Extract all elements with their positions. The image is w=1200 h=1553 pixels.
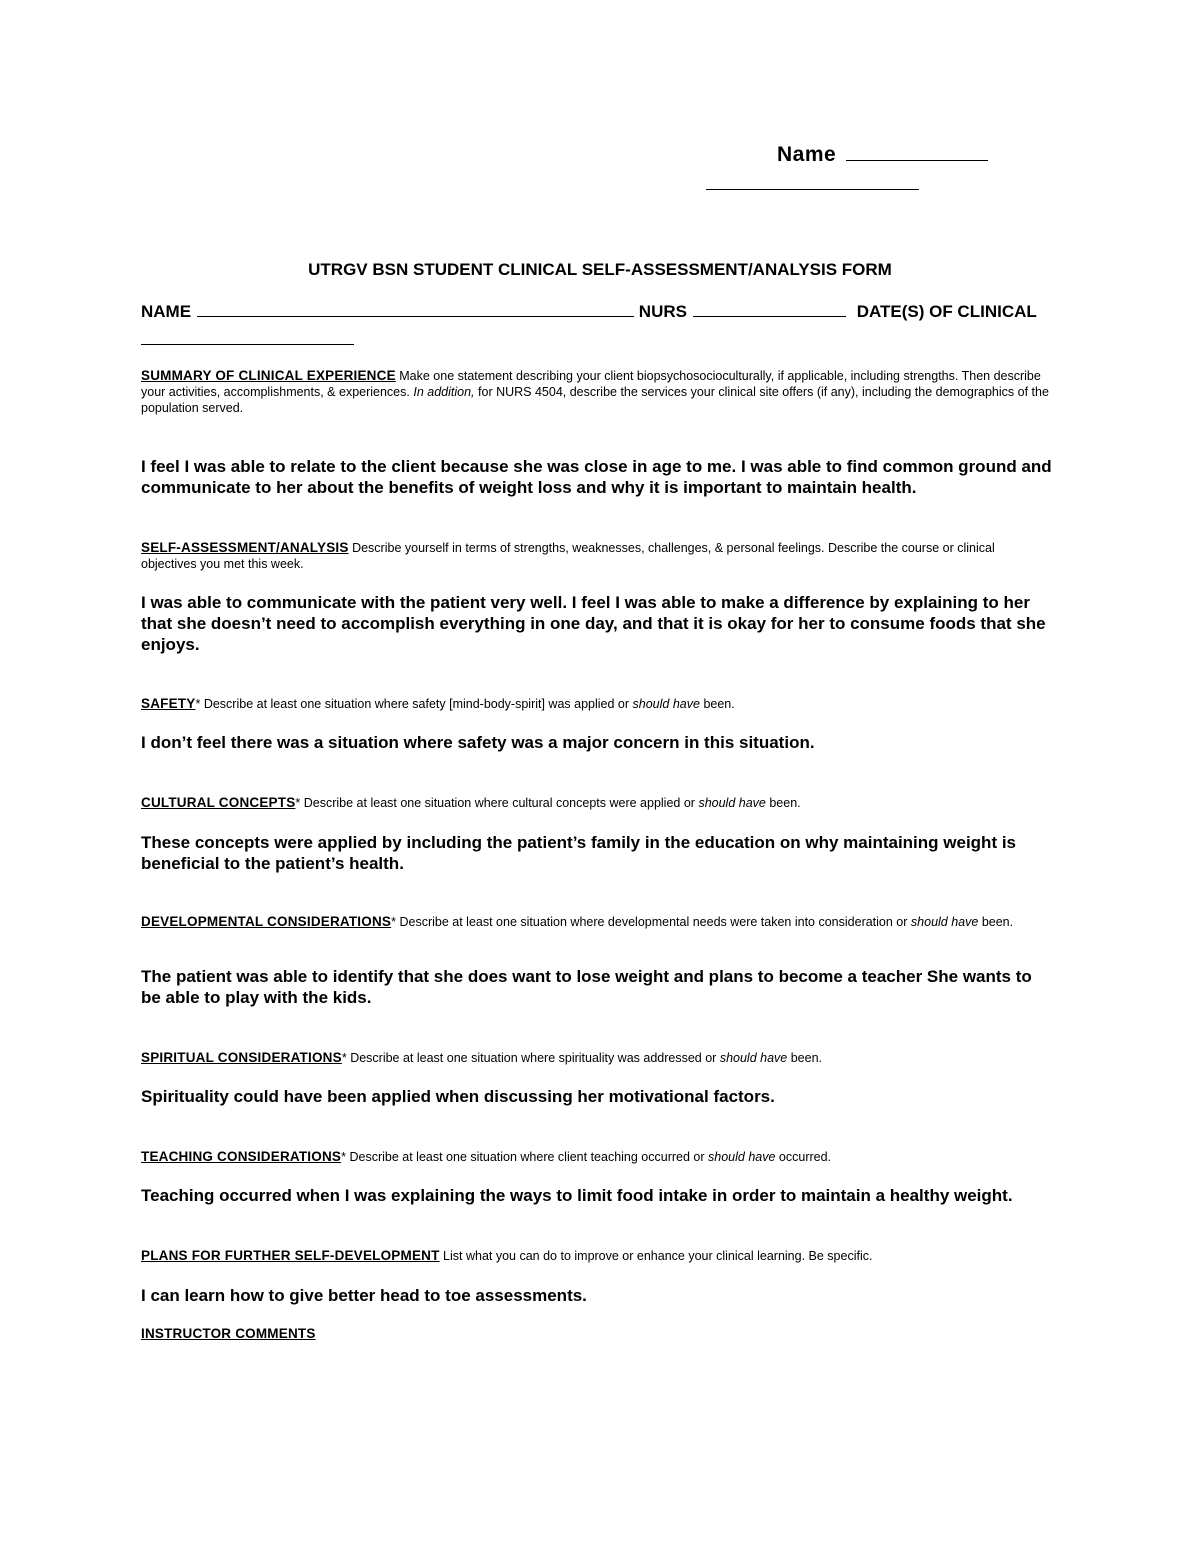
safety-answer-block (141, 732, 1053, 753)
summary-prompt-text2: for NURS 4504, describe the services your clinical site offers (if any), including the demographics of the population served. (141, 385, 1049, 415)
developmental-heading: DEVELOPMENTAL CONSIDERATIONS (141, 914, 392, 929)
dates-label: DATE(S) OF CLINICAL (856, 302, 1037, 321)
top-name-blank-line2[interactable] (706, 189, 919, 190)
self-assessment-heading: SELF-ASSESSMENT/ANALYSIS (141, 540, 349, 555)
plans-answer-block (141, 1285, 1053, 1306)
cultural-star: * (295, 796, 301, 810)
safety-prompt (141, 696, 1053, 712)
summary-prompt (141, 368, 1053, 416)
spiritual-prompt-italic: should have (719, 1051, 788, 1065)
dates-field-blank[interactable] (141, 344, 354, 345)
plans-answer[interactable]: I can learn how to give better head to toe assessments. (141, 1286, 587, 1305)
safety-heading: SAFETY (141, 696, 196, 711)
cultural-prompt (141, 795, 1053, 811)
safety-prompt-text2: been. (703, 697, 735, 711)
teaching-answer[interactable]: Teaching occurred when I was explaining the ways to limit food intake in order to maintain a healthy weight. (141, 1186, 1013, 1205)
plans-prompt (141, 1248, 1053, 1264)
spiritual-answer-block (141, 1086, 1053, 1107)
summary-section (141, 368, 1053, 416)
instructor-prompt (141, 1326, 1053, 1342)
summary-prompt-italic: In addition, (413, 385, 475, 399)
self-assessment-prompt-text: Describe yourself in terms of strengths, weaknesses, challenges, & personal feelings. Describe the course or clinical objectives you met this week. (141, 541, 995, 571)
safety-prompt-italic: should have (632, 697, 700, 711)
developmental-prompt-text1: Describe at least one situation where developmental needs were taken into consideration or (399, 915, 908, 929)
developmental-answer[interactable]: The patient was able to identify that she does want to lose weight and plans to become a teacher She wants to be able to play with the kids. (141, 967, 1032, 1007)
self-assessment-answer-block (141, 592, 1053, 655)
teaching-section (141, 1149, 1053, 1165)
cultural-prompt-text1: Describe at least one situation where cultural concepts were applied or (303, 796, 695, 810)
plans-prompt-text: List what you can do to improve or enhance your clinical learning. Be specific. (443, 1249, 873, 1263)
safety-star: * (195, 697, 201, 711)
teaching-star: * (341, 1150, 346, 1164)
spiritual-prompt-text2: been. (790, 1051, 823, 1065)
teaching-answer-block (141, 1185, 1053, 1206)
summary-answer[interactable]: I feel I was able to relate to the client because she was close in age to me. I was able to find common ground and communicate to her about the benefits of weight loss and why it is important to maintain health. (141, 457, 1052, 497)
teaching-prompt-text2: occurred. (778, 1150, 832, 1164)
safety-prompt-text1: Describe at least one situation where safety [mind-body-spirit] was applied or (203, 697, 630, 711)
cultural-answer-block (141, 832, 1053, 874)
teaching-prompt-italic: should have (708, 1150, 776, 1164)
spiritual-prompt (141, 1050, 1053, 1066)
developmental-prompt (141, 914, 1053, 930)
summary-answer-block (141, 456, 1053, 498)
safety-section (141, 696, 1053, 712)
teaching-heading: TEACHING CONSIDERATIONS (141, 1149, 342, 1164)
spiritual-star: * (341, 1051, 347, 1065)
form-title: UTRGV BSN STUDENT CLINICAL SELF-ASSESSMENT/ANALYSIS FORM (308, 260, 892, 279)
self-assessment-answer[interactable]: I was able to communicate with the patient very well. I feel I was able to make a difference by explaining to her that she doesn’t need to accomplish everything in one day, and that it is okay for her to consume foods that she enjoys. (141, 593, 1046, 654)
cultural-prompt-italic: should have (698, 796, 766, 810)
plans-section (141, 1248, 1053, 1264)
spiritual-answer[interactable]: Spirituality could have been applied when discussing her motivational factors. (141, 1087, 775, 1106)
top-name-label: Name (777, 143, 837, 166)
developmental-prompt-italic: should have (910, 915, 979, 929)
developmental-section (141, 914, 1053, 930)
summary-heading: SUMMARY OF CLINICAL EXPERIENCE (141, 368, 396, 383)
instructor-section (141, 1326, 1053, 1342)
name-field-label: NAME (141, 302, 192, 321)
cultural-section (141, 795, 1053, 811)
teaching-prompt (141, 1149, 1053, 1165)
safety-answer[interactable]: I don’t feel there was a situation where safety was a major concern in this situation. (141, 733, 815, 752)
self-assessment-prompt (141, 540, 1053, 572)
student-info-row (141, 300, 1051, 322)
developmental-answer-block (141, 966, 1053, 1008)
name-field-blank[interactable] (197, 300, 634, 317)
top-name-field (777, 142, 988, 167)
cultural-answer[interactable]: These concepts were applied by including the patient’s family in the education on why maintaining weight is beneficial to the patient’s health. (141, 833, 1017, 873)
top-name-blank[interactable] (846, 142, 988, 161)
spiritual-heading: SPIRITUAL CONSIDERATIONS (141, 1050, 342, 1065)
developmental-star: * (391, 915, 396, 929)
cultural-heading: CULTURAL CONCEPTS (141, 795, 296, 810)
nurs-label: NURS (638, 302, 687, 321)
spiritual-section (141, 1050, 1053, 1066)
self-assessment-section (141, 540, 1053, 572)
spiritual-prompt-text1: Describe at least one situation where spirituality was addressed or (350, 1051, 717, 1065)
developmental-prompt-text2: been. (981, 915, 1014, 929)
cultural-prompt-text2: been. (769, 796, 801, 810)
plans-heading: PLANS FOR FURTHER SELF-DEVELOPMENT (141, 1248, 440, 1263)
teaching-prompt-text1: Describe at least one situation where client teaching occurred or (349, 1150, 705, 1164)
instructor-heading: INSTRUCTOR COMMENTS (141, 1326, 316, 1341)
nurs-field-blank[interactable] (693, 300, 846, 317)
summary-prompt-text1: Make one statement describing your client biopsychosocioculturally, if applicable, including strengths. Then describe your activities, accomplishments, & experiences. (141, 369, 1041, 399)
